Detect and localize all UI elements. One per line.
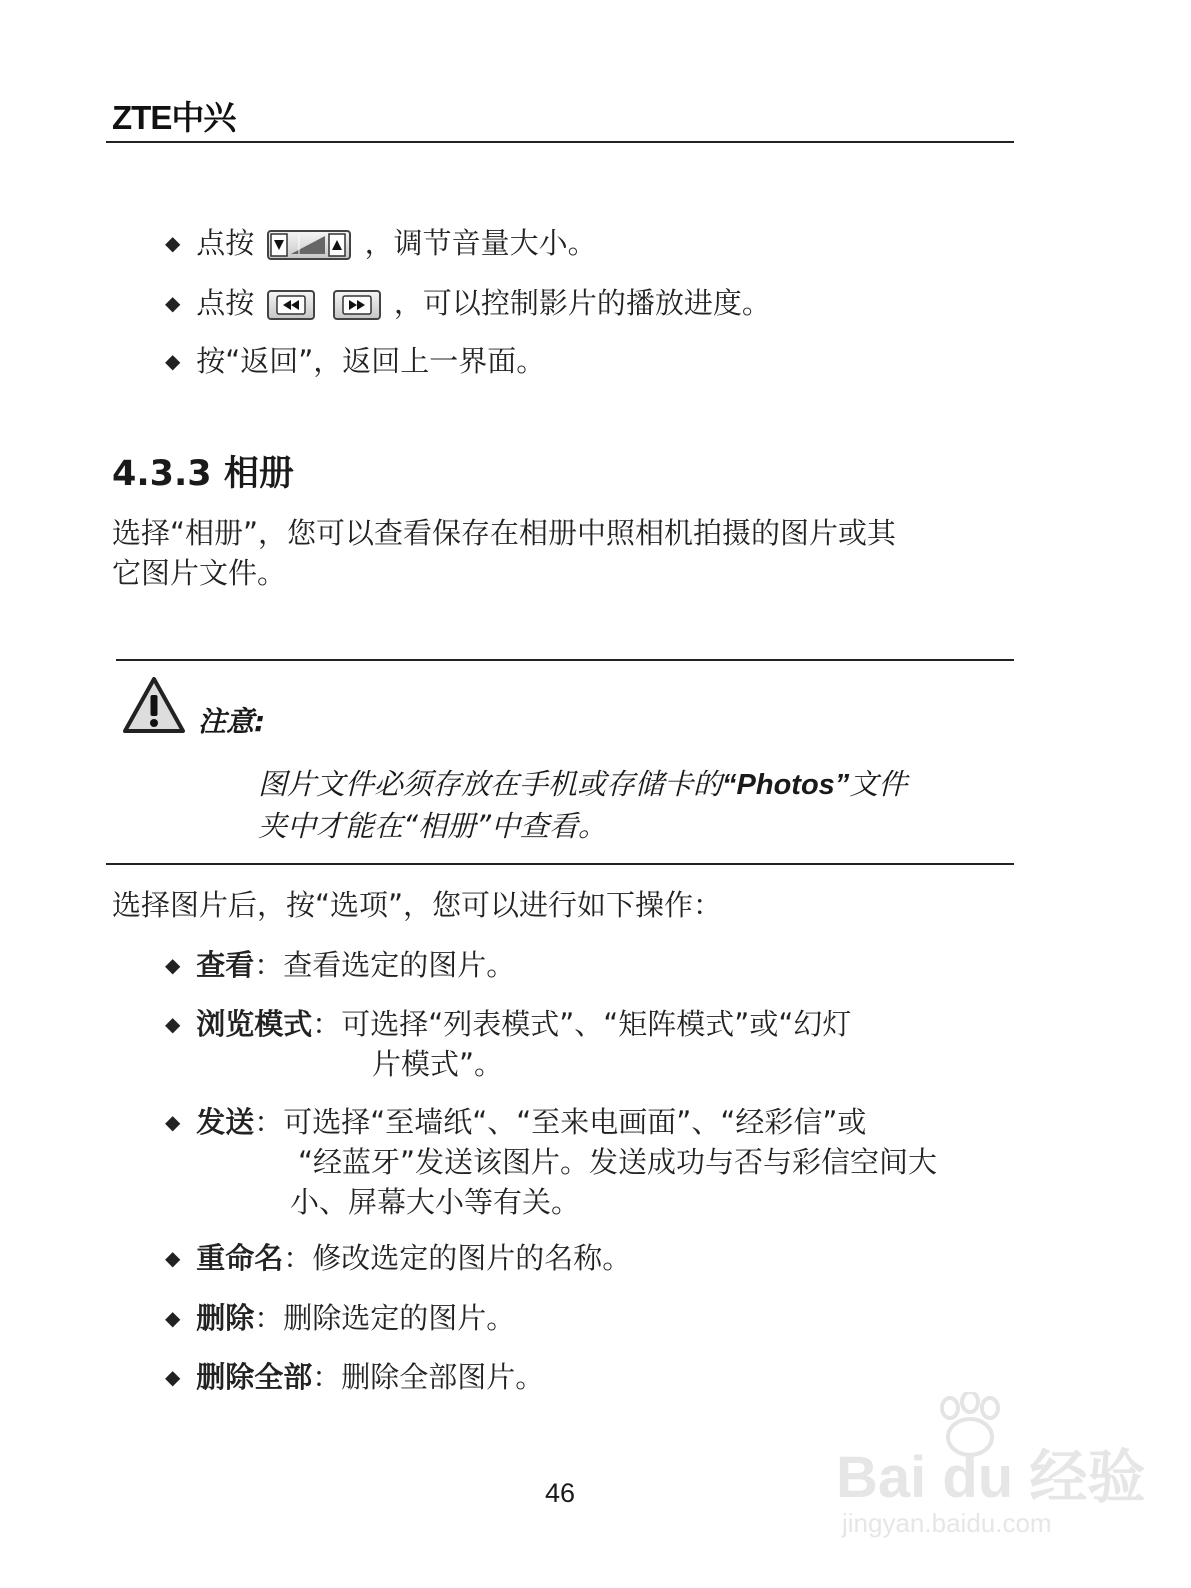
volume-control-icon xyxy=(267,230,351,260)
list-item-volume: ◆ 点按 ，调节音量大小。 xyxy=(165,223,597,263)
option-browse-mode-cont: 片模式”。 xyxy=(372,1047,504,1081)
note-title: 注意: xyxy=(198,705,266,738)
note-line-2: 夹中才能在“相册”中查看。 xyxy=(258,809,608,843)
option-delete: ◆ 删除：删除选定的图片。 xyxy=(165,1298,515,1338)
diamond-bullet-icon: ◆ xyxy=(165,231,181,255)
rewind-icon xyxy=(267,290,315,320)
diamond-bullet-icon: ◆ xyxy=(165,1306,181,1330)
diamond-bullet-icon: ◆ xyxy=(165,349,181,373)
note-line-1: 图片文件必须存放在手机或存储卡的“Photos”文件 xyxy=(258,767,908,801)
option-view: ◆ 查看：查看选定的图片。 xyxy=(165,945,515,985)
option-delete-all: ◆ 删除全部：删除全部图片。 xyxy=(165,1357,544,1397)
diamond-bullet-icon: ◆ xyxy=(165,1012,181,1036)
header-rule xyxy=(106,141,1014,143)
options-intro: 选择图片后，按“选项”，您可以进行如下操作： xyxy=(112,888,723,922)
list-item-back: ◆ 按“返回”，返回上一界面。 xyxy=(165,341,545,381)
watermark-url: jingyan.baidu.com xyxy=(842,1508,1052,1538)
watermark-brand: Bai du 经验 xyxy=(836,1445,1146,1510)
diamond-bullet-icon: ◆ xyxy=(165,953,181,977)
diamond-bullet-icon: ◆ xyxy=(165,1110,181,1134)
option-send-cont-1: “经蓝牙”发送该图片。发送成功与否与彩信空间大 xyxy=(298,1145,938,1179)
note-top-rule xyxy=(116,659,1014,661)
fast-forward-icon xyxy=(333,290,381,320)
zte-logo: ZTE中兴 xyxy=(112,99,236,136)
diamond-bullet-icon: ◆ xyxy=(165,1246,181,1270)
diamond-bullet-icon: ◆ xyxy=(165,1365,181,1389)
option-send: ◆ 发送：可选择“至墙纸“、“至来电画面”、“经彩信”或 xyxy=(165,1102,866,1142)
section-heading: 4.3.3 相册 xyxy=(112,454,294,494)
page-number: 46 xyxy=(544,1478,576,1508)
option-rename: ◆ 重命名：修改选定的图片的名称。 xyxy=(165,1238,631,1278)
option-browse-mode: ◆ 浏览模式：可选择“列表模式”、“矩阵模式”或“幻灯 xyxy=(165,1004,851,1044)
option-send-cont-2: 小、屏幕大小等有关。 xyxy=(290,1185,581,1219)
intro-line-2: 它图片文件。 xyxy=(112,556,287,590)
list-item-seek: ◆ 点按 ，可以控制影片的播放进度。 xyxy=(165,283,771,323)
warning-icon xyxy=(122,676,186,738)
diamond-bullet-icon: ◆ xyxy=(165,291,181,315)
intro-line-1: 选择“相册”，您可以查看保存在相册中照相机拍摄的图片或其 xyxy=(112,516,897,550)
note-bottom-rule xyxy=(106,863,1014,865)
